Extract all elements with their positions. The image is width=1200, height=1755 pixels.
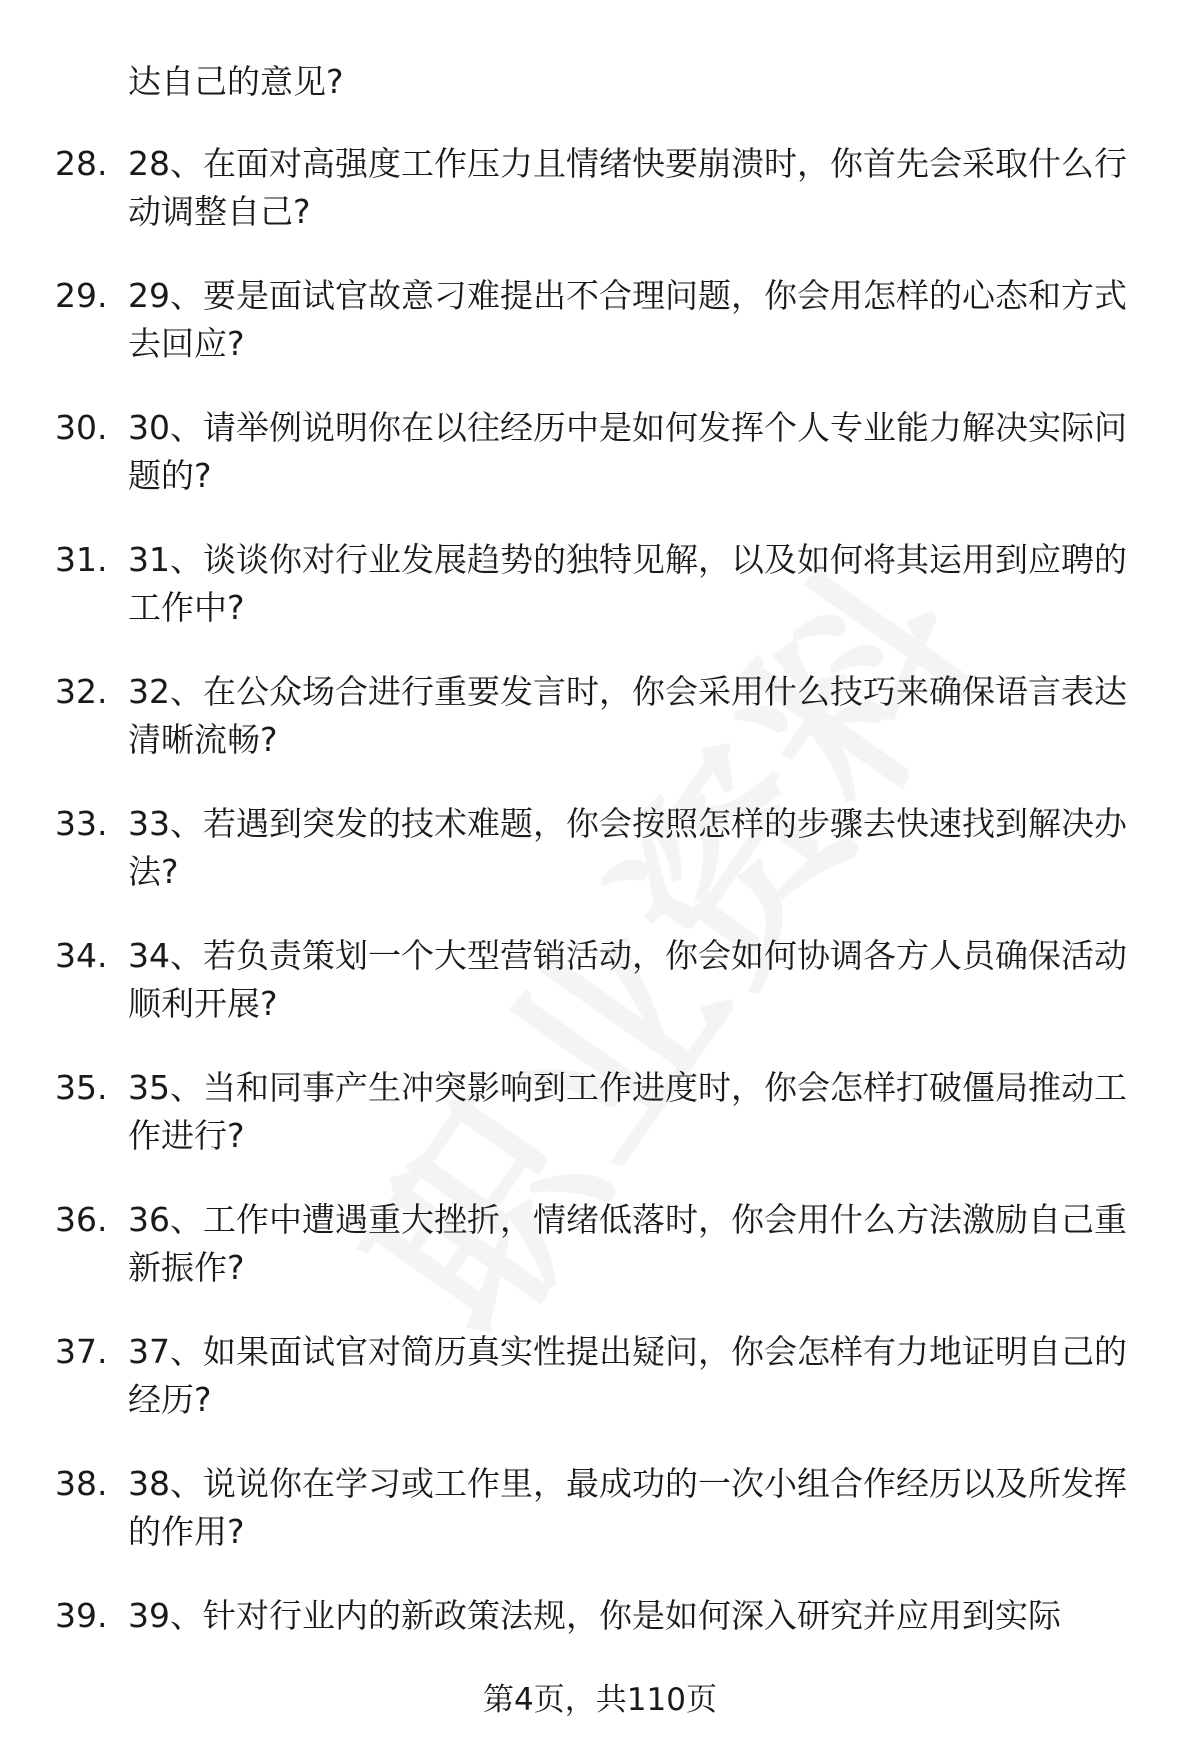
- question-number: 30.: [55, 408, 108, 447]
- question-number: 37.: [55, 1332, 108, 1371]
- question-text: 33、若遇到突发的技术难题，你会按照怎样的步骤去快速找到解决办法?: [128, 804, 1127, 891]
- question-number: 28.: [55, 144, 108, 183]
- question-list: [0, 140, 1200, 1724]
- question-text: 37、如果面试官对简历真实性提出疑问，你会怎样有力地证明自己的经历?: [128, 1332, 1127, 1419]
- question-item-31: [0, 536, 1200, 668]
- question-text: 29、要是面试官故意刁难提出不合理问题，你会用怎样的心态和方式去回应?: [128, 276, 1127, 363]
- question-item-37: [0, 1328, 1200, 1460]
- question-item-34: [0, 932, 1200, 1064]
- question-item-35: [0, 1064, 1200, 1196]
- question-number: 29.: [55, 276, 108, 315]
- question-text: 39、针对行业内的新政策法规，你是如何深入研究并应用到实际: [128, 1596, 1061, 1635]
- question-item-38: [0, 1460, 1200, 1592]
- question-number: 31.: [55, 540, 108, 579]
- continued-question-text: 达自己的意见?: [128, 62, 344, 101]
- question-text: 34、若负责策划一个大型营销活动，你会如何协调各方人员确保活动顺利开展?: [128, 936, 1127, 1023]
- question-number: 38.: [55, 1464, 108, 1503]
- question-text: 31、谈谈你对行业发展趋势的独特见解，以及如何将其运用到应聘的工作中?: [128, 540, 1127, 627]
- question-item-33: [0, 800, 1200, 932]
- question-number: 32.: [55, 672, 108, 711]
- question-number: 34.: [55, 936, 108, 975]
- question-item-29: [0, 272, 1200, 404]
- question-text: 36、工作中遭遇重大挫折，情绪低落时，你会用什么方法激励自己重新振作?: [128, 1200, 1127, 1287]
- question-text: 28、在面对高强度工作压力且情绪快要崩溃时，你首先会采取什么行动调整自己?: [128, 144, 1127, 231]
- page-footer: 第4页，共110页: [483, 1682, 717, 1718]
- question-item-32: [0, 668, 1200, 800]
- question-item-28: [0, 140, 1200, 272]
- question-text: 35、当和同事产生冲突影响到工作进度时，你会怎样打破僵局推动工作进行?: [128, 1068, 1127, 1155]
- question-number: 33.: [55, 804, 108, 843]
- question-text: 30、请举例说明你在以往经历中是如何发挥个人专业能力解决实际问题的?: [128, 408, 1127, 495]
- question-number: 35.: [55, 1068, 108, 1107]
- question-item-36: [0, 1196, 1200, 1328]
- question-number: 39.: [55, 1596, 108, 1635]
- question-text: 32、在公众场合进行重要发言时，你会采用什么技巧来确保语言表达清晰流畅?: [128, 672, 1127, 759]
- question-item-30: [0, 404, 1200, 536]
- question-text: 38、说说你在学习或工作里，最成功的一次小组合作经历以及所发挥的作用?: [128, 1464, 1127, 1551]
- question-number: 36.: [55, 1200, 108, 1239]
